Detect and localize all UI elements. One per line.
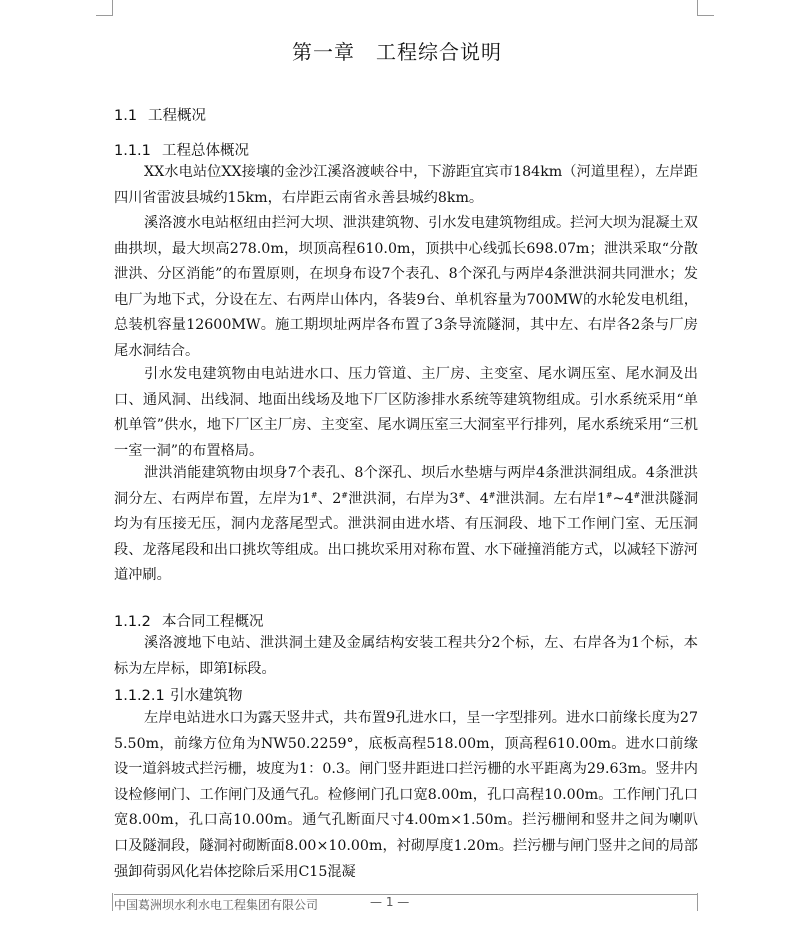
section-number: 1.1.1 — [114, 143, 151, 159]
section-heading-1-1-1 — [114, 139, 249, 160]
paragraph-location: XX水电站位XX接壤的金沙江溪洛渡峡谷中，下游距宜宾市184km（河道里程），左岸距四川省雷波县城约15km，右岸距云南省永善县城约8km。 — [114, 164, 698, 206]
crop-mark-bottom-left — [96, 893, 113, 911]
section-heading-1-1-2 — [114, 610, 264, 631]
page-number: — 1 — — [370, 895, 410, 909]
paragraph-contract-scope: 溪洛渡地下电站、泄洪洞土建及金属结构安装工程共分2个标，左、右岸各为1个标，本标为左岸标，即第Ⅰ标段。 — [114, 635, 698, 677]
section-number: 1.1.2 — [114, 614, 151, 630]
section-title: 本合同工程概况 — [162, 614, 264, 630]
chapter-title: 第一章 工程综合说明 — [292, 40, 502, 64]
section-title: 工程总体概况 — [162, 143, 249, 159]
paragraph-power-intake-buildings: 引水发电建筑物由电站进水口、压力管道、主厂房、主变室、尾水调压室、尾水洞及出口、通风洞、出线洞、地面出线场及地下厂区防渗排水系统等建筑物组成。引水系统采用“单机单管”供水，地下厂区主厂房、主变室、尾水调压室三大洞室平行排列，尾水系统采用“三机一室一洞”的布置格局。 — [114, 366, 698, 459]
section-title: 引水建筑物 — [170, 688, 243, 704]
paragraph-flood-discharge: 泄洪消能建筑物由坝身7个表孔、8个深孔、坝后水垫塘与两岸4条泄洪洞组成。4条泄洪洞分左、右两岸布置，左岸为1#、2#泄洪洞，右岸为3#、4#泄洪洞。左右岸1#~4#泄洪隧洞均为有压接无压，洞内龙落尾型式。泄洪洞由进水塔、有压洞段、地下工作闸门室、无压洞段、龙落尾段和出口挑坎等组成。出口挑坎采用对称布置、水下碰撞消能方式，以减轻下游河道冲刷。 — [114, 465, 699, 584]
section-number: 1.1.2.1 — [114, 688, 165, 704]
crop-mark-bottom-right — [697, 893, 714, 911]
section-number: 1.1 — [114, 108, 138, 124]
paragraph-intake-structure: 左岸电站进水口为露天竖井式，共布置9孔进水口，呈一字型排列。进水口前缘长度为275.50m，前缘方位角为NW50.2259°，底板高程518.00m，顶高程610.00m。进水口前缘设一道斜坡式拦污栅，坡度为1：0.3。闸门竖井距进口拦污栅的水平距离为29.63m。竖井内设检修闸门、工作闸门及通气孔。检修闸门孔口宽8.00m，孔口高程10.00m。工作闸门孔口宽8.00m，孔口高10.00m。通气孔断面尺寸4.00m×1.50m。拦污栅闸和竖井之间为喇叭口及隧洞段，隧洞衬砌断面8.00×10.00m，衬砌厚度1.20m。拦污栅与闸门竖井之间的局部强卸荷弱风化岩体挖除后采用C15混凝 — [114, 710, 698, 880]
paragraph-hub-composition: 溪洛渡水电站枢纽由拦河大坝、泄洪建筑物、引水发电建筑物组成。拦河大坝为混凝土双曲拱坝，最大坝高278.0m，坝顶高程610.0m，顶拱中心线弧长698.07m；泄洪采取“分散泄洪、分区消能”的布置原则，在坝身布设7个表孔、8个深孔与两岸4条泄洪洞共同泄水；发电厂为地下式，分设在左、右两岸山体内，各装9台、单机容量为700MW的水轮发电机组，总装机容量12600MW。施工期坝址两岸各布置了3条导流隧洞，其中左、右岸各2条与厂房尾水洞结合。 — [114, 215, 698, 359]
crop-mark-top-right — [697, 0, 714, 16]
section-heading-1-1-2-1 — [114, 684, 243, 705]
footer-company: 中国葛洲坝水利水电工程集团有限公司 — [114, 898, 319, 912]
crop-mark-top-left — [96, 0, 113, 16]
section-title: 工程概况 — [148, 108, 206, 124]
section-heading-1-1 — [114, 104, 206, 125]
